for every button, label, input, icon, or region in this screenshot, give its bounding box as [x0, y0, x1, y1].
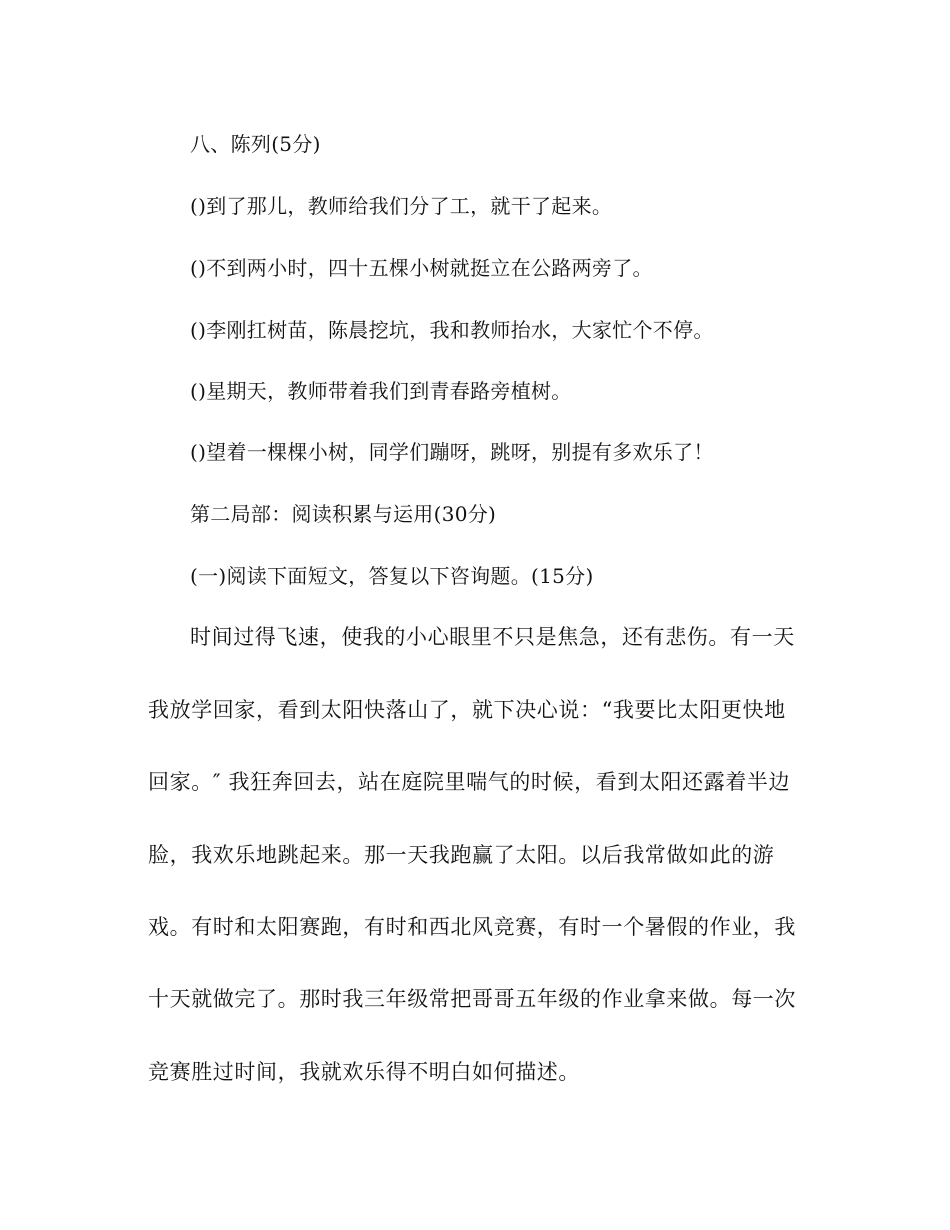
passage-line-1: 时间过得飞速，使我的小心眼里不只是焦急，还有悲伤。有一天 — [190, 625, 795, 649]
passage-line-7: 竞赛胜过时间，我就欢乐得不明白如何描述。 — [148, 1060, 580, 1084]
passage-line-5: 戏。有时和太阳赛跑，有时和西北风竞赛，有时一个暑假的作业，我 — [148, 915, 796, 939]
passage-line-4: 脸，我欢乐地跳起来。那一天我跑赢了太阳。以后我常做如此的游 — [148, 843, 775, 867]
ordering-item-5: ()望着一棵棵小树，同学们蹦呀，跳呀，别提有多欢乐了！ — [190, 440, 714, 464]
passage-line-2: 我放学回家，看到太阳快落山了，就下决心说：“我要比太阳更快地 — [148, 698, 786, 722]
passage-line-6: 十天就做完了。那时我三年级常把哥哥五年级的作业拿来做。每一次 — [148, 987, 796, 1011]
ordering-item-1: ()到了那儿，教师给我们分了工，就干了起来。 — [190, 194, 613, 218]
passage-line-3: 回家。″ 我狂奔回去，站在庭院里喘气的时候，看到太阳还露着半边 — [148, 770, 791, 794]
ordering-item-2: ()不到两小时，四十五棵小树就挺立在公路两旁了。 — [190, 256, 653, 280]
reading-question-heading: (一)阅读下面短文，答复以下咨询题。(15分) — [190, 564, 594, 588]
section-eight-heading: 八、陈列(5分) — [190, 132, 321, 156]
ordering-item-3: ()李刚扛树苗，陈晨挖坑，我和教师抬水，大家忙个不停。 — [190, 318, 714, 342]
part-two-heading: 第二局部：阅读积累与运用(30分) — [190, 502, 497, 526]
ordering-item-4: ()星期天，教师带着我们到青春路旁植树。 — [190, 379, 572, 403]
